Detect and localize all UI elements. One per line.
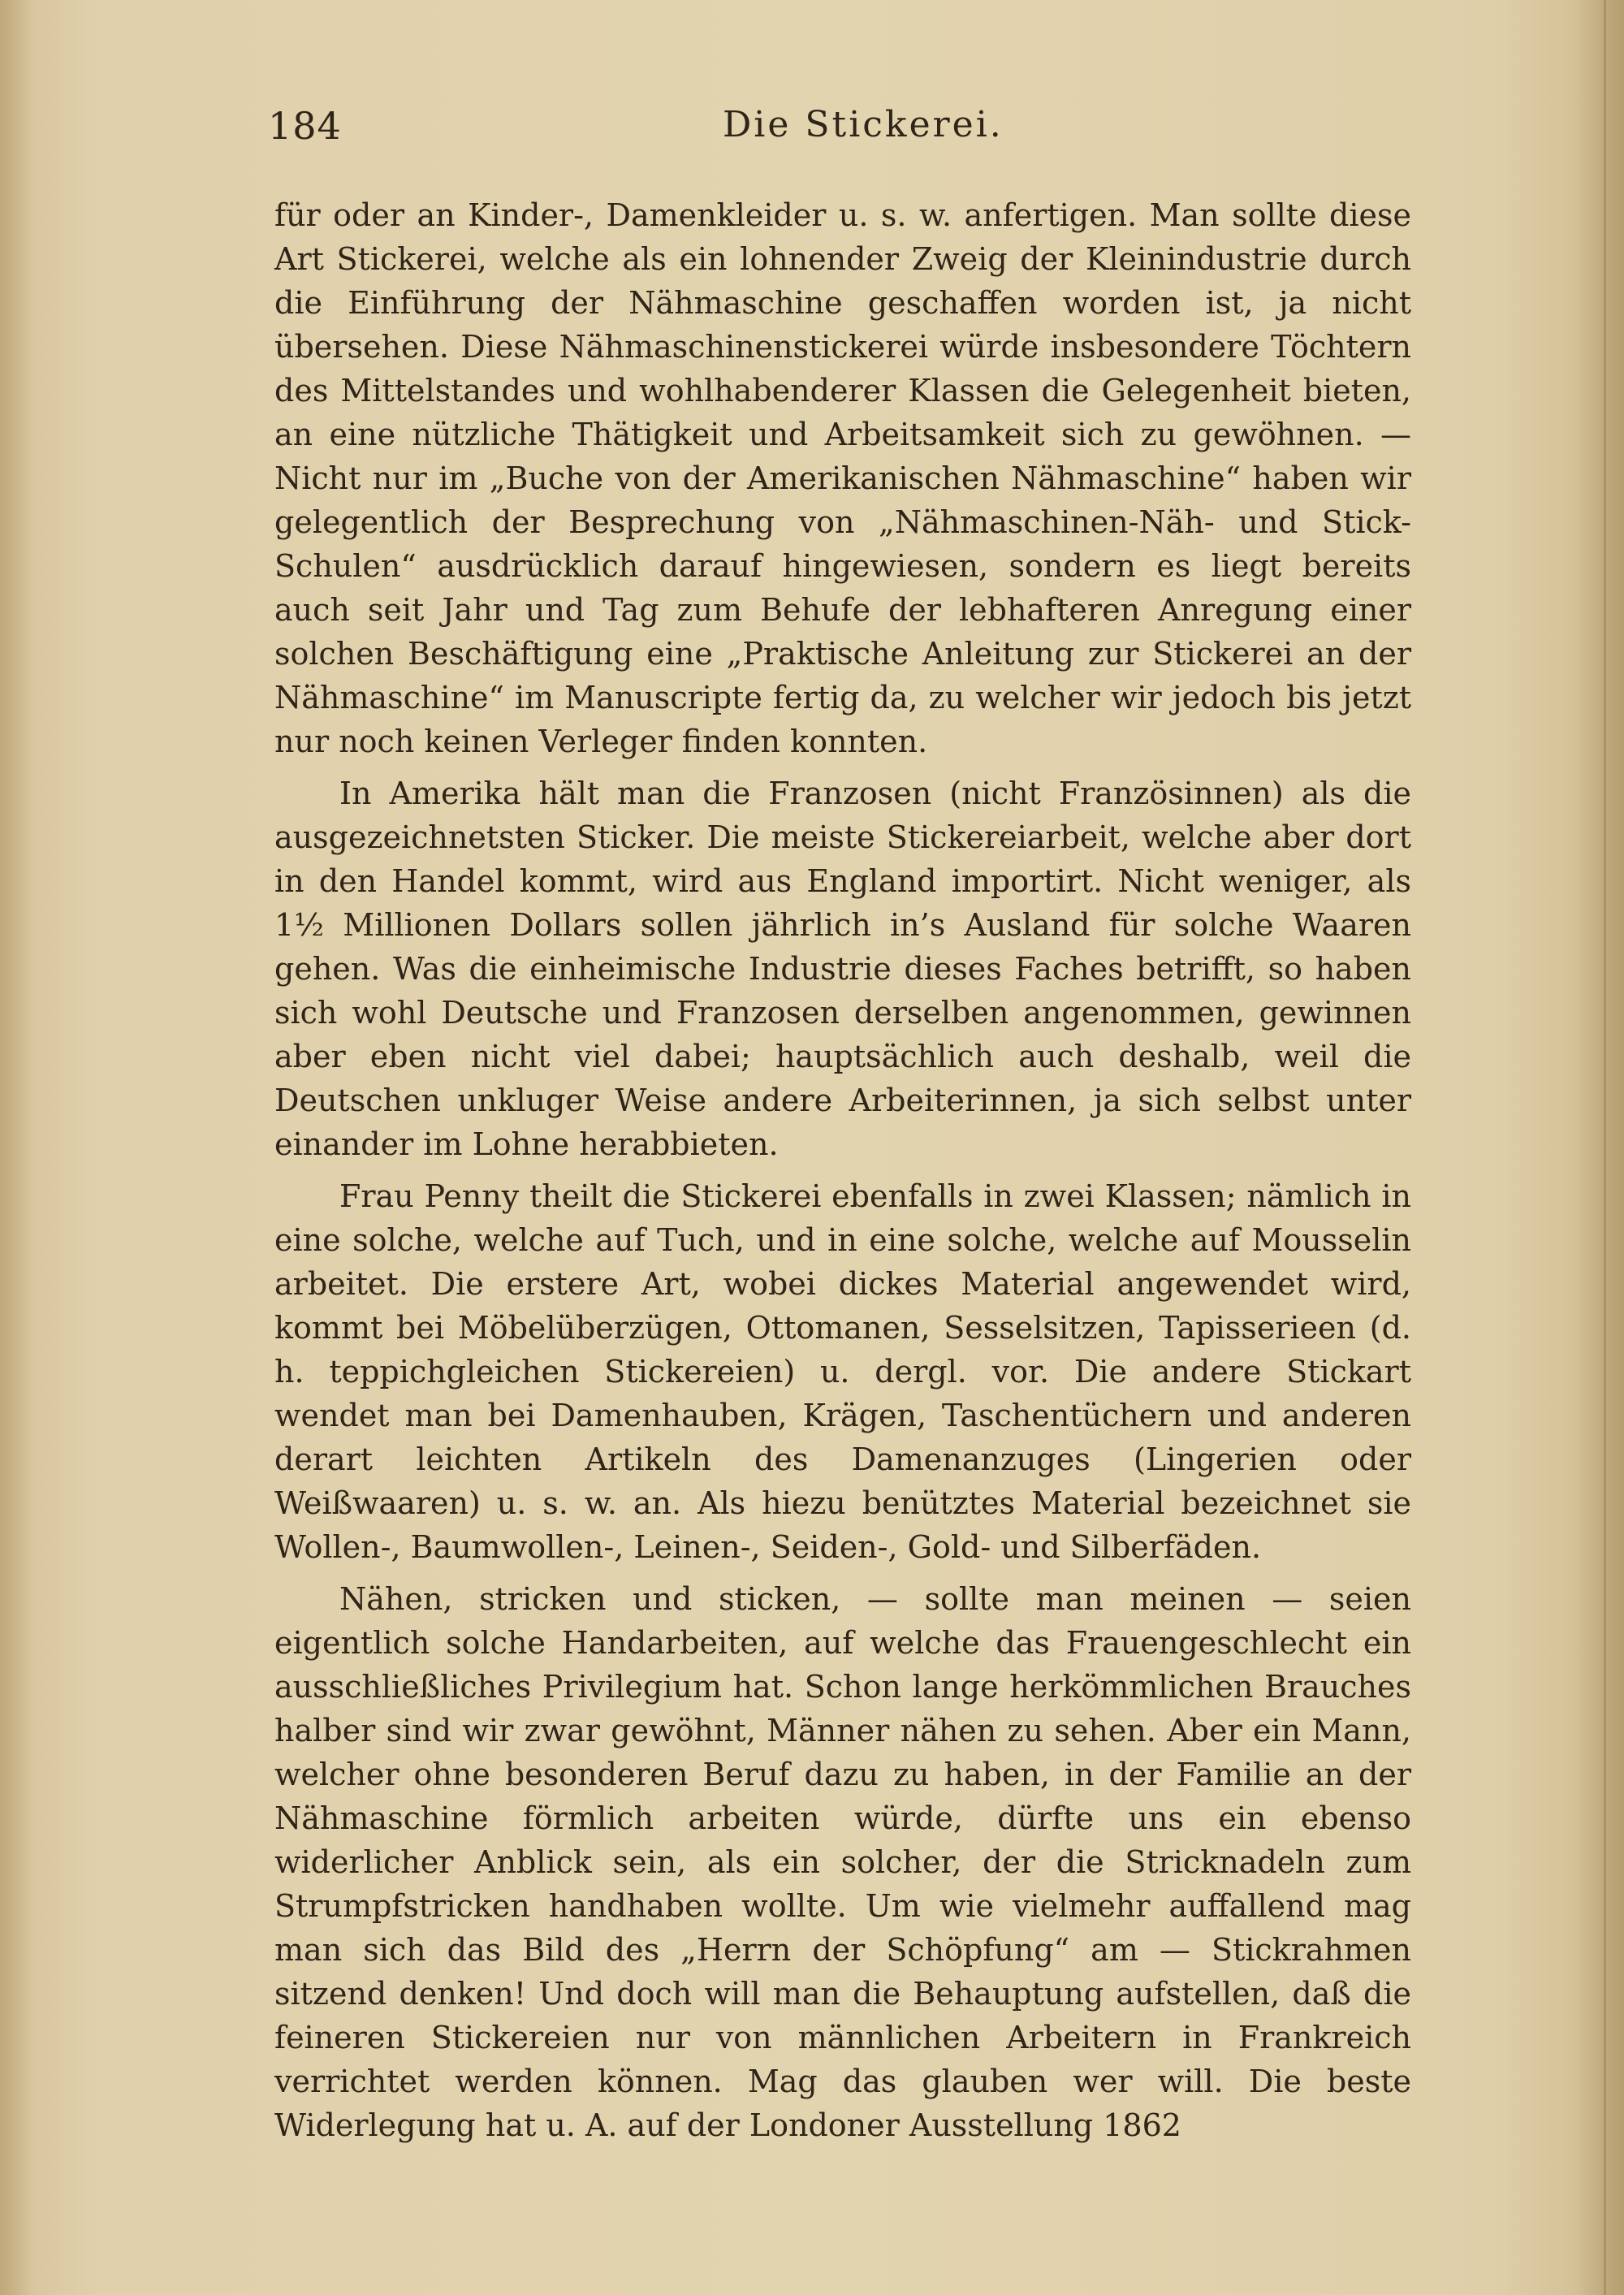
- page-left-shadow: [0, 0, 32, 2295]
- page-number: 184: [268, 104, 342, 148]
- running-head: Die Stickerei.: [723, 104, 1004, 145]
- body-text: [274, 193, 1411, 2155]
- paragraph: Nähen, stricken und sticken, — sollte man meinen — seien eigentlich solche Handarbeiten, auf welche das Frauengeschlecht ein ausschließliches Privilegium hat. Schon lange herkömmlichen Brauches halber sind wir zwar gewöhnt, Männer nähen zu sehen. Aber ein Mann, welcher ohne besonderen Beruf dazu zu haben, in der Familie an der Nähmaschine förmlich arbeiten würde, dürfte uns ein ebenso widerlicher Anblick sein, als ein solcher, der die Stricknadeln zum Strumpfstricken handhaben wollte. Um wie vielmehr auffallend mag man sich das Bild des „Herrn der Schöpfung“ am — Stickrahmen sitzend denken! Und doch will man die Behauptung aufstellen, daß die feineren Stickereien nur von männlichen Arbeitern in Frankreich verrichtet werden können. Mag das glauben wer will. Die beste Widerlegung hat u. A. auf der Londoner Ausstellung 1862: [274, 1581, 1411, 2143]
- page-header: [268, 104, 1413, 161]
- page-right-shadow: [1575, 0, 1624, 2295]
- paragraph: für oder an Kinder-, Damenkleider u. s. w. anfertigen. Man sollte diese Art Stickerei, welche als ein lohnender Zweig der Kleinindustrie durch die Einführung der Nähmaschine geschaffen worden ist, ja nicht übersehen. Diese Nähmaschinenstickerei würde insbesondere Töchtern des Mittelstandes und wohlhabenderer Klassen die Gelegenheit bieten, an eine nützliche Thätigkeit und Arbeitsamkeit sich zu gewöhnen. — Nicht nur im „Buche von der Amerikanischen Nähmaschine“ haben wir gelegentlich der Besprechung von „Nähmaschinen-Näh- und Stick-Schulen“ ausdrücklich darauf hingewiesen, sondern es liegt bereits auch seit Jahr und Tag zum Behufe der lebhafteren Anregung einer solchen Beschäftigung eine „Praktische Anleitung zur Stickerei an der Nähmaschine“ im Manuscripte fertig da, zu welcher wir jedoch bis jetzt nur noch keinen Verleger finden konnten.: [274, 197, 1411, 759]
- page-edge-line: [1604, 0, 1606, 2295]
- paragraph: In Amerika hält man die Franzosen (nicht Französinnen) als die ausgezeichnetsten Sticker. Die meiste Stickereiarbeit, welche aber dort in den Handel kommt, wird aus England importirt. Nicht weniger, als 1½ Millionen Dollars sollen jährlich in’s Ausland für solche Waaren gehen. Was die einheimische Industrie dieses Faches betrifft, so haben sich wohl Deutsche und Franzosen derselben angenommen, gewinnen aber eben nicht viel dabei; hauptsächlich auch deshalb, weil die Deutschen unkluger Weise andere Arbeiterinnen, ja sich selbst unter einander im Lohne herabbieten.: [274, 776, 1411, 1162]
- paragraph: Frau Penny theilt die Stickerei ebenfalls in zwei Klassen; nämlich in eine solche, welche auf Tuch, und in eine solche, welche auf Mousselin arbeitet. Die erstere Art, wobei dickes Material angewendet wird, kommt bei Möbelüberzügen, Ottomanen, Sesselsitzen, Tapisserieen (d. h. teppichgleichen Stickereien) u. dergl. vor. Die andere Stickart wendet man bei Damenhauben, Krägen, Taschentüchern und anderen derart leichten Artikeln des Damenanzuges (Lingerien oder Weißwaaren) u. s. w. an. Als hiezu benütztes Material bezeichnet sie Wollen-, Baumwollen-, Leinen-, Seiden-, Gold- und Silberfäden.: [274, 1178, 1411, 1565]
